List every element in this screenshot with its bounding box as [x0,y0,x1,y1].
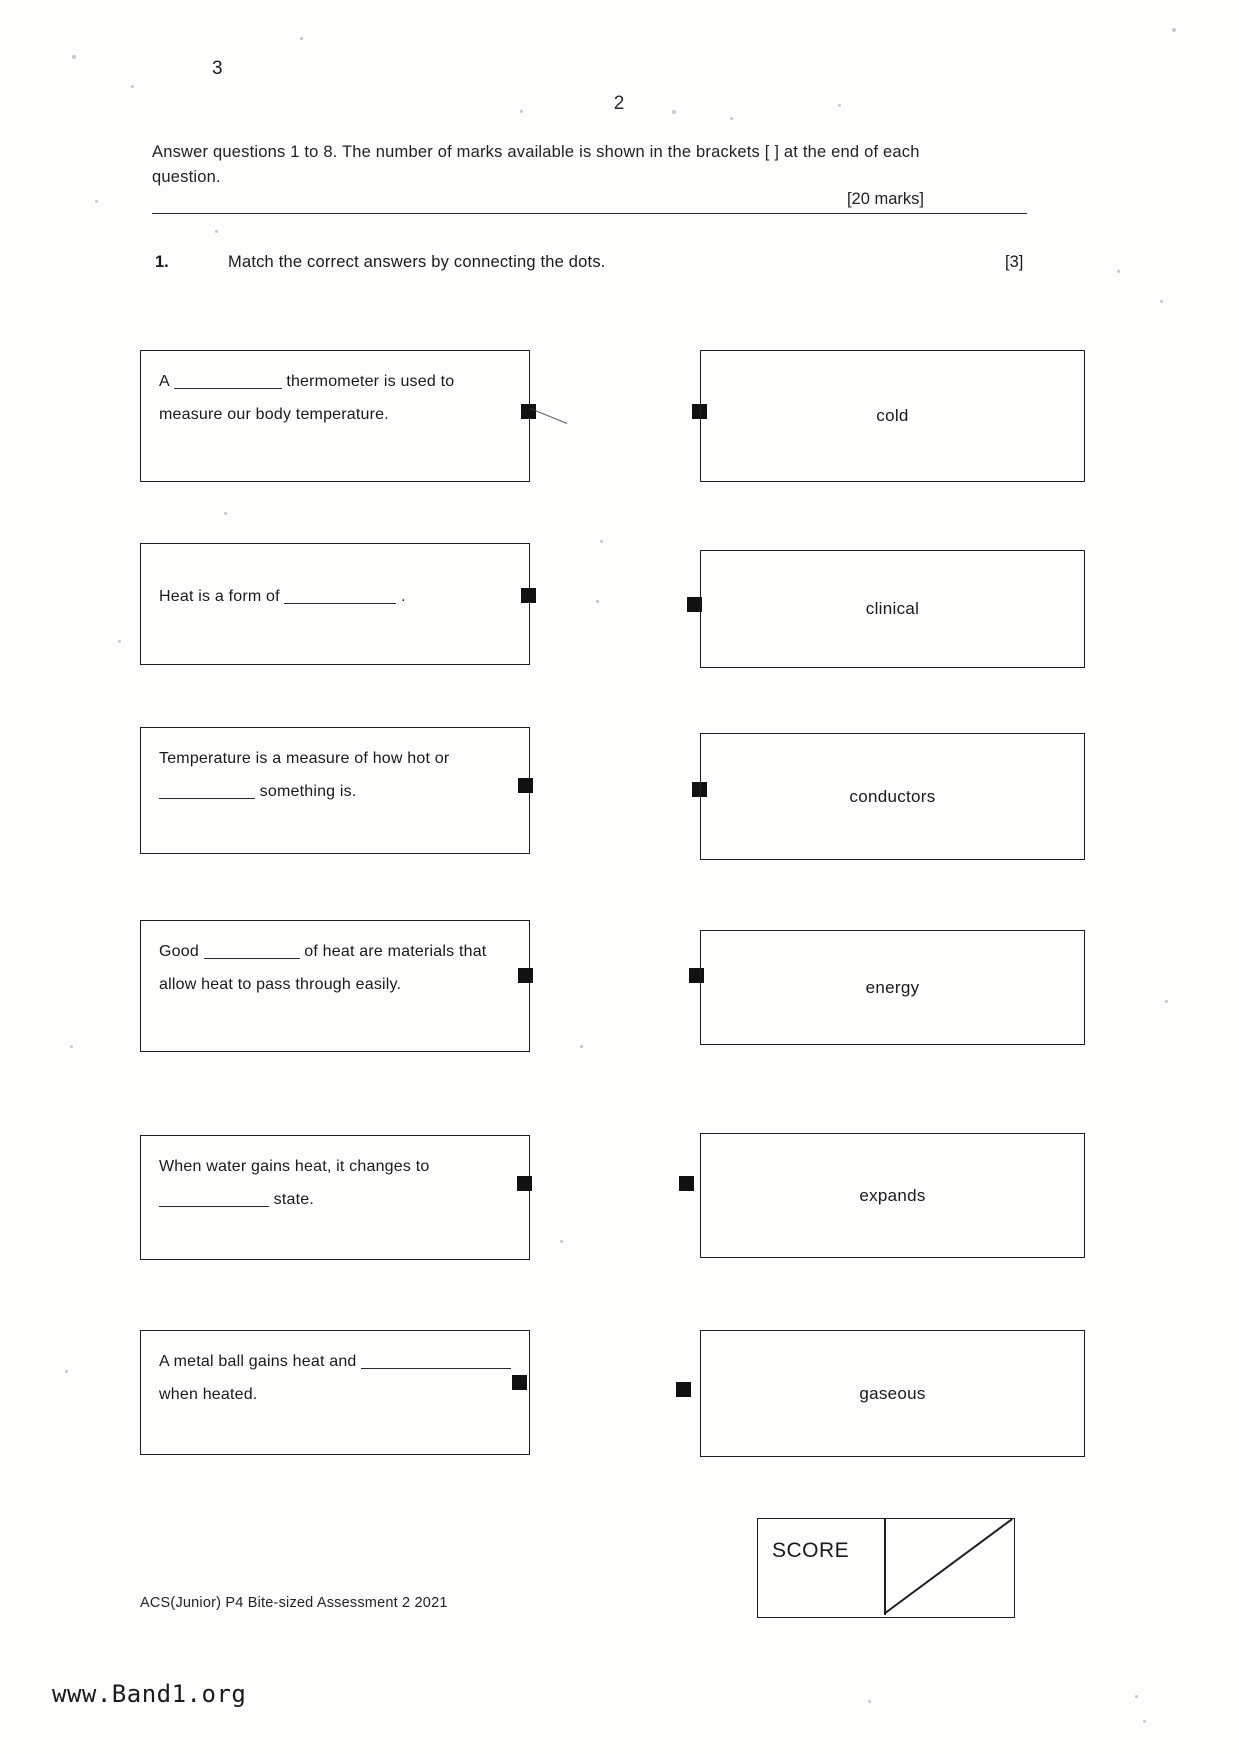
right-item-5-label: expands [859,1185,926,1205]
scan-speck [1165,1000,1168,1003]
scan-speck [215,230,218,233]
match-dot-left-4[interactable] [518,968,533,983]
match-left-item-1[interactable] [140,350,530,482]
footer-reference: ACS(Junior) P4 Bite-sized Assessment 2 2021 [140,1595,448,1611]
page-number: 2 [613,93,626,114]
scan-speck [300,37,303,40]
match-right-item-3[interactable] [700,733,1085,860]
answer-blank[interactable] [174,372,282,389]
answer-blank[interactable] [361,1352,511,1369]
answer-blank[interactable] [204,942,300,959]
right-item-1-label: cold [876,406,909,425]
left-item-4-text-after: of heat are materials that allow heat to pass through easily. [159,943,487,993]
right-item-6-label: gaseous [859,1383,926,1403]
match-left-item-6[interactable] [140,1330,530,1455]
question-number: 1. [155,253,169,271]
score-value: 3 [212,58,223,79]
scan-speck [1143,1720,1146,1723]
score-label: SCORE [772,1539,850,1562]
scan-speck [95,200,98,203]
right-item-4-label: energy [865,977,920,997]
scan-speck [224,512,227,515]
left-item-6-text-before: A metal ball gains heat and [159,1353,357,1370]
answer-blank[interactable] [284,587,396,604]
scan-speck [1135,1695,1138,1698]
left-item-1-text-before: A [159,373,169,390]
left-item-5-text-after: state. [273,1191,314,1208]
match-left-item-5[interactable] [140,1135,530,1260]
left-item-5-text-before: When water gains heat, it changes to [159,1158,430,1175]
match-right-item-1[interactable] [700,350,1085,482]
scan-speck [560,1240,563,1243]
score-box [757,1518,1015,1618]
left-item-2-text-before: Heat is a form of [159,588,280,605]
instructions-text: Answer questions 1 to 8. The number of marks available is shown in the brackets [ ] at the end of each question. [152,143,920,186]
match-left-item-4[interactable] [140,920,530,1052]
scan-speck [1160,300,1163,303]
scan-speck [65,1370,68,1373]
match-right-item-6[interactable] [700,1330,1085,1457]
answer-blank[interactable] [159,1190,269,1207]
match-dot-right-5[interactable] [679,1176,694,1191]
scan-speck [1172,28,1176,32]
right-item-3-label: conductors [849,786,936,806]
scan-speck [580,1045,583,1048]
match-left-item-3[interactable] [140,727,530,854]
left-item-1-text-after: thermometer is used to measure our body temperature. [159,373,455,423]
left-item-3-text-before: Temperature is a measure of how hot or [159,750,450,767]
left-item-6-text-after: when heated. [159,1386,258,1403]
match-dot-left-5[interactable] [517,1176,532,1191]
total-marks: [20 marks] [846,190,924,208]
question-text: Match the correct answers by connecting the dots. [228,253,606,271]
score-slash [884,1519,1014,1615]
match-dot-left-1[interactable] [521,404,536,419]
scan-speck [868,1700,871,1703]
left-item-3-text-after: something is. [259,783,357,800]
match-dot-right-6[interactable] [676,1382,691,1397]
match-right-item-5[interactable] [700,1133,1085,1258]
scan-speck [1117,270,1120,273]
question-marks: [3] [1005,253,1024,271]
scan-speck [70,1045,73,1048]
match-dot-left-3[interactable] [518,778,533,793]
match-right-item-2[interactable] [700,550,1085,668]
scan-speck [72,55,76,59]
scan-speck [596,600,599,603]
watermark: www.Band1.org [52,1680,247,1708]
answer-blank[interactable] [159,782,255,799]
scan-speck [730,117,733,120]
match-dot-left-6[interactable] [512,1375,527,1390]
match-dot-left-2[interactable] [521,588,536,603]
scan-speck [118,640,121,643]
scan-speck [131,85,134,88]
match-left-item-2[interactable] [140,543,530,665]
left-item-4-text-before: Good [159,943,199,960]
match-right-item-4[interactable] [700,930,1085,1045]
left-item-2-text-after: . [401,588,406,605]
right-item-2-label: clinical [865,599,920,618]
horizontal-rule [152,213,1027,214]
scan-speck [600,540,603,543]
